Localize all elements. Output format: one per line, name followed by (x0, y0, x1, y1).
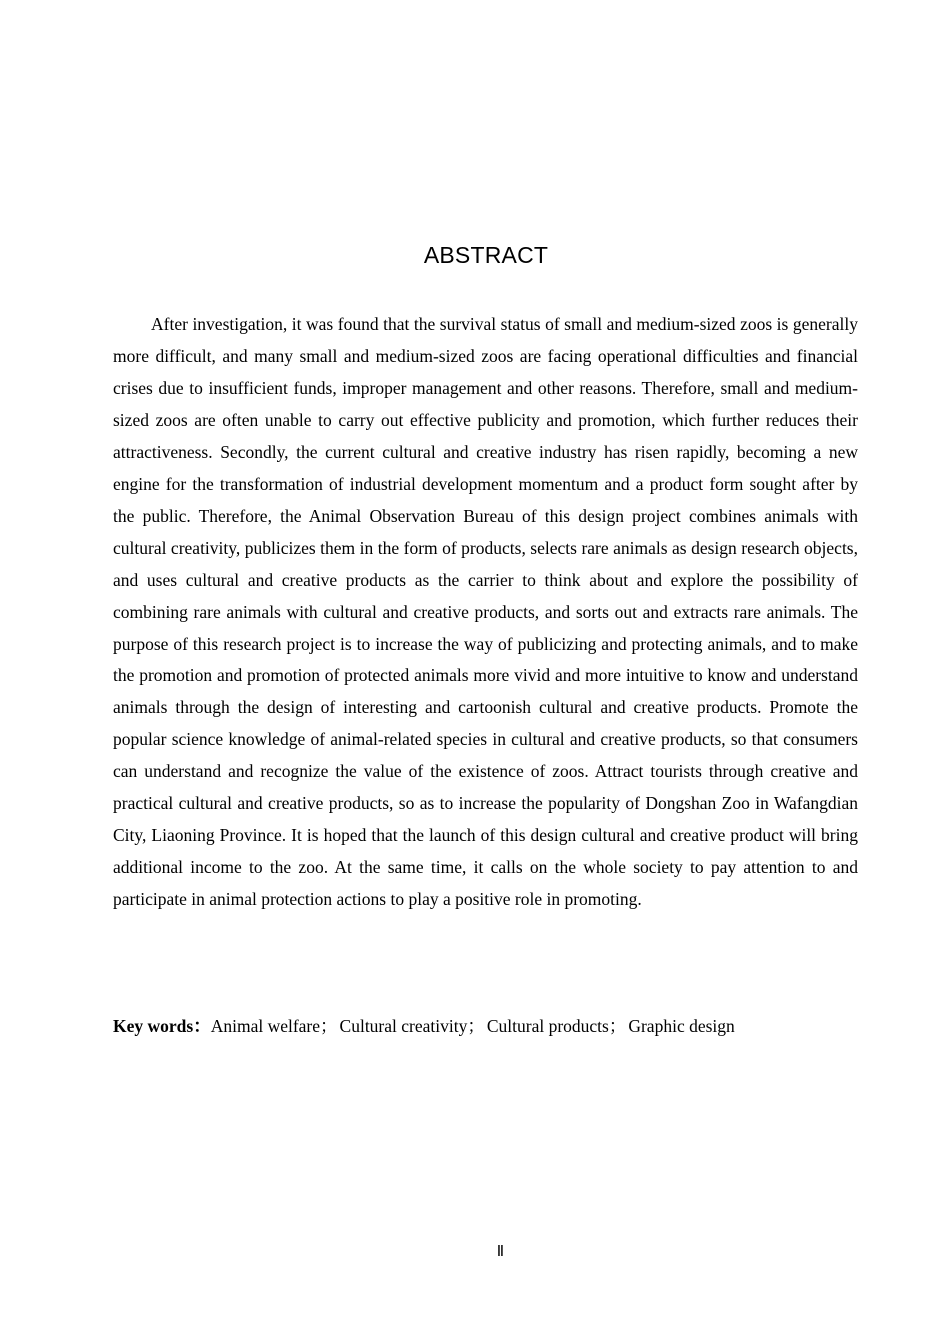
keyword-item: Graphic design (628, 1016, 735, 1036)
keyword-item: Animal welfare (210, 1016, 321, 1036)
keyword-item: Cultural creativity (339, 1016, 468, 1036)
keywords-label: Key words： (113, 1016, 211, 1036)
page-number: Ⅱ (496, 1244, 505, 1260)
keyword-separator: ； (467, 1016, 485, 1036)
keyword-separator: ； (608, 1016, 627, 1036)
keyword-separator: ； (320, 1016, 338, 1036)
keyword-item: Cultural products (486, 1016, 609, 1036)
abstract-title: ABSTRACT (423, 242, 549, 268)
abstract-body-text: After investigation, it was found that the survival status of small and medium-sized zoos is generally more difficult, and many small and medium-sized zoos are facing operational difficulties and financial crises due to insufficient funds, improper management and other reasons. Therefore, small and medium-sized zoos are often unable to carry out effective publicity and promotion, which further reduces their attractiveness. Secondly, the current cultural and creative industry has risen rapidly, becoming a new engine for the transformation of industrial development momentum and a product form sought after by the public. Therefore, the Animal Observation Bureau of this design project combines animals with cultural creativity, publicizes them in the form of products, selects rare animals as design research objects, and uses cultural and creative products as the carrier to think about and explore the possibility of combining rare animals with cultural and creative products, and sorts out and extracts rare animals. The purpose of this research project is to increase the way of publicizing and protecting animals, and to make the promotion and promotion of protected animals more vivid and more intuitive to know and understand animals through the design of interesting and cartoonish cultural and creative products. Promote the popular science knowledge of animal-related species in cultural and creative products, so that consumers can understand and recognize the value of the existence of zoos. Attract tourists through creative and practical cultural and creative products, so as to increase the popularity of Dongshan Zoo in Wafangdian City, Liaoning Province. It is hoped that the launch of this design cultural and creative product will bring additional income to the zoo. At the same time, it calls on the whole society to pay attention to and participate in animal protection actions to play a positive role in promoting. (113, 314, 858, 910)
keywords-line (113, 1011, 858, 1042)
